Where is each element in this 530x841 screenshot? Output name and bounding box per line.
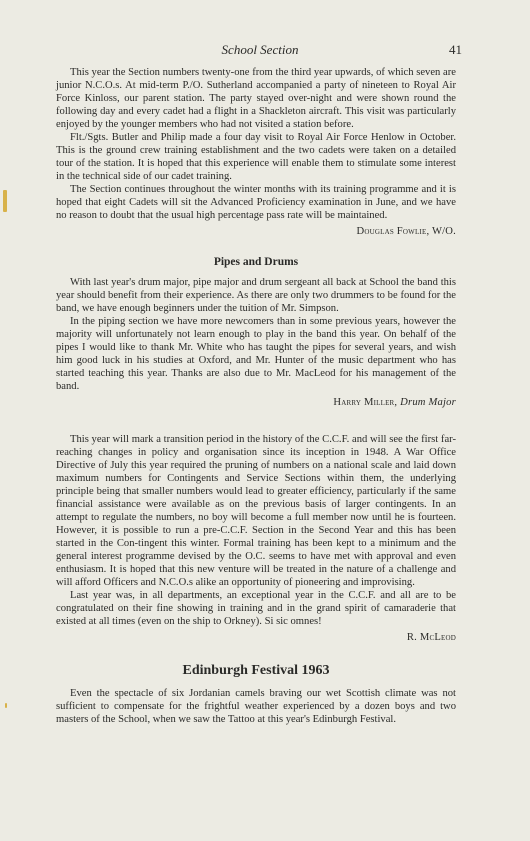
signature-name: Harry Miller, bbox=[333, 397, 401, 408]
section-heading: Edinburgh Festival 1963 bbox=[182, 663, 330, 678]
paragraph: With last year's drum major, pipe major and drum sergeant all back at School the band this year should benefit from their experience. As there are only two drummers to be found for the band, we have enough beginners under the tuition of Mr. Simpson. bbox=[56, 277, 456, 314]
signature-role: Drum Major bbox=[400, 397, 456, 408]
paragraph: This year will mark a transition period in the history of the C.C.F. and will see the first far-reaching changes in policy and organisation since its inception in 1948. A War Office Directive of July this year required the pruning of numbers on a national scale and laid down maximum numbers for Contingents and Service Sections within them, the underlying principle being that smaller numbers would lead to greater efficiency, particularly if the same financial assistance were available as on the previous basis of larger contingents. In an attempt to regulate the numbers, no boy will become a full member now until he is fourteen. However, it is possible to run a pre-C.C.F. Section in the Second Year and this has been started in the Con-tingent this winter. Formal training has been kept to a minimum and the general interest programme devised by the O.C. seems to have met with approval and even enthusiasm. It is hoped that this new venture will be treated in the nature of a challenge and will afford Officers and N.C.O.s alike an opportunity of pioneering and improvising. bbox=[56, 434, 456, 588]
running-title: School Section bbox=[221, 42, 299, 57]
author-signature: Douglas Fowlie, W/O. bbox=[356, 226, 456, 237]
margin-mark bbox=[3, 190, 7, 212]
air-section bbox=[56, 66, 456, 238]
article-body bbox=[56, 66, 456, 726]
paragraph: In the piping section we have more newcomers than in some previous years, however the majority will unfortunately not learn enough to play in the band this year. On behalf of the pipes I would like to thank Mr. White who has taught the pipes for several years, and wish him good luck in his studies at Oxford, and Mr. Hunter of the music department who has started teaching this year. Thanks are also due to Mr. MacLeod for his management of the band. bbox=[56, 316, 456, 392]
paragraph: Even the spectacle of six Jordanian camels braving our wet Scottish climate was not sufficient to compensate for the frightful weather experienced by a dozen boys and two masters of the School, when we saw the Tattoo at this year's Edinburgh Festival. bbox=[56, 688, 456, 725]
paragraph: The Section continues throughout the winter months with its training programme and it is hoped that eight Cadets will sit the Advanced Proficiency examination in June, and we have no reason to doubt that the usual high percentage pass rate will be maintained. bbox=[56, 184, 456, 221]
edinburgh-festival-section bbox=[56, 662, 456, 726]
pipes-and-drums-section bbox=[56, 255, 456, 409]
author-signature: R. McLeod bbox=[406, 632, 456, 643]
page-number: 41 bbox=[449, 42, 462, 57]
ccf-section bbox=[56, 433, 456, 644]
paragraph: Last year was, in all departments, an exceptional year in the C.C.F. and all are to be congratulated on their fine showing in training and in the grand spirit of camaraderie that existed at all times (even on the ship to Orkney). Si sic omnes! bbox=[56, 590, 456, 627]
section-heading: Pipes and Drums bbox=[213, 256, 299, 268]
running-header bbox=[60, 40, 460, 60]
paragraph: Flt./Sgts. Butler and Philip made a four day visit to Royal Air Force Henlow in October. This is the ground crew training establishment and the two cadets were taken on a detailed tour of the station. It is hoped that this experience will enable them to stimulate some interest in the technical side of our cadet training. bbox=[56, 132, 456, 182]
paragraph: This year the Section numbers twenty-one from the third year upwards, of which seven are junior N.C.O.s. At mid-term P./O. Sutherland accompanied a party of nineteen to Royal Air Force Kinloss, our parent station. The party stayed over-night and were shown round the following day and every cadet had a flight in a Shackleton aircraft. This visit was particularly enjoyed by the younger members who had not visited a station before. bbox=[56, 67, 456, 130]
author-signature bbox=[56, 396, 456, 409]
margin-mark-small bbox=[5, 703, 7, 708]
section-spacer bbox=[56, 409, 456, 433]
